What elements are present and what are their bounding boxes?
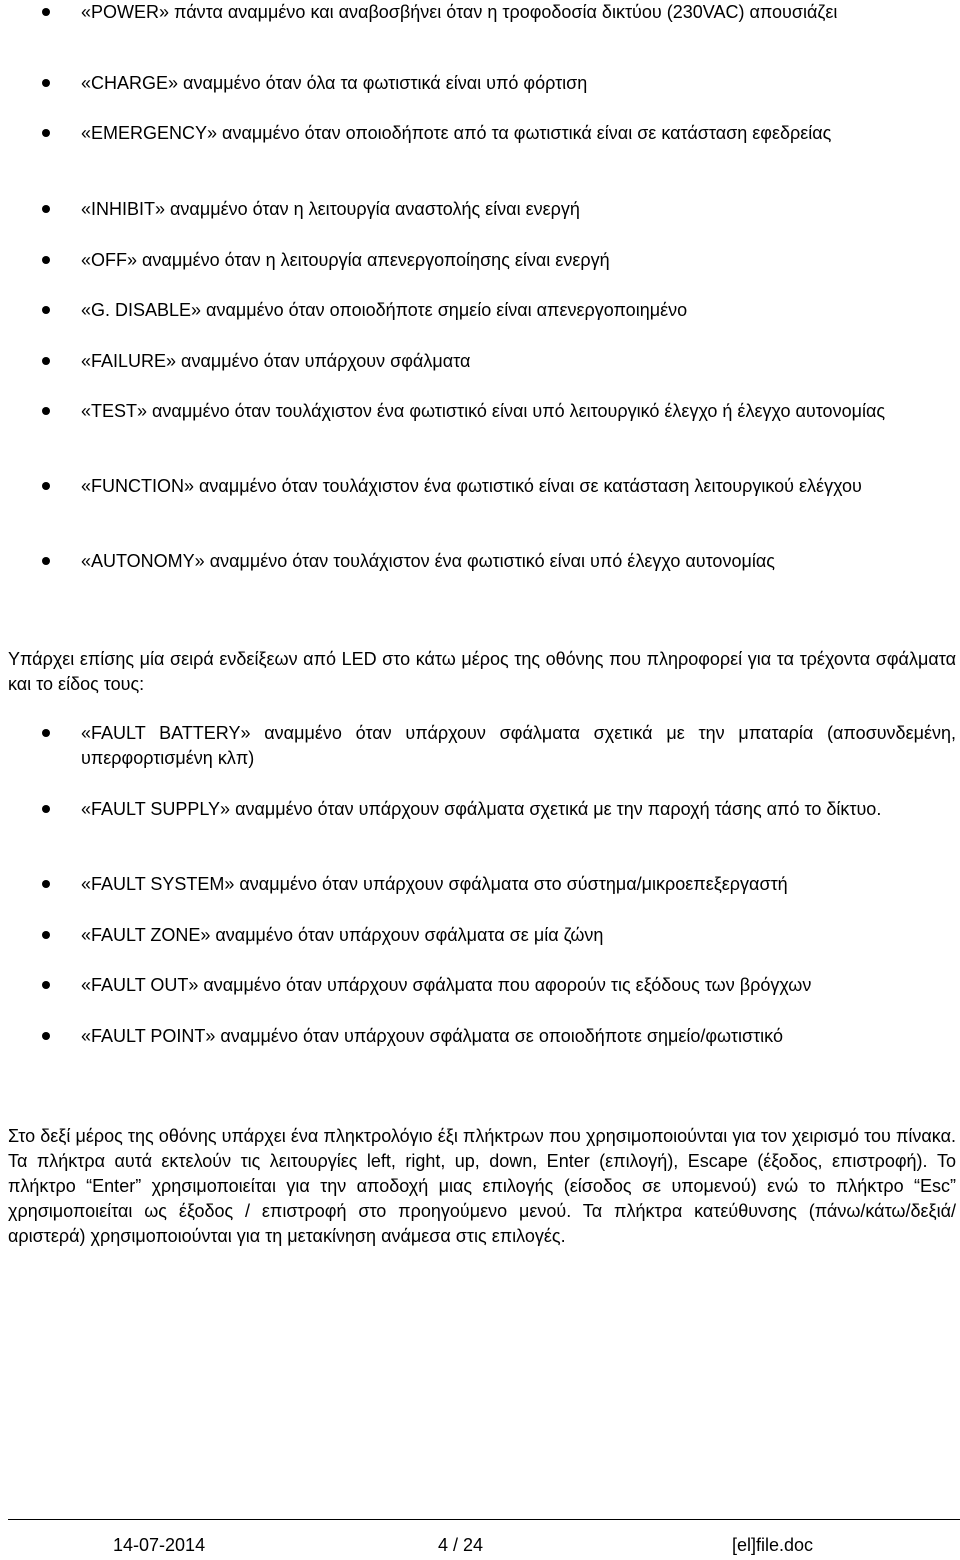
bullet-icon (42, 8, 50, 16)
list-item-text: «POWER» πάντα αναμμένο και αναβοσβήνει όταν η τροφοδοσία δικτύου (230VAC) απουσιάζει (81, 2, 838, 22)
list-item-text: «FAULT POINT» αναμμένο όταν υπάρχουν σφάλματα σε οποιοδήποτε σημείο/φωτιστικό (81, 1026, 783, 1046)
footer-date: 14-07-2014 (113, 1535, 206, 1555)
list-item-text: «INHIBIT» αναμμένο όταν η λειτουργία αναστολής είναι ενεργή (81, 199, 580, 219)
bullet-icon (42, 880, 50, 888)
list-item-text: «FAILURE» αναμμένο όταν υπάρχουν σφάλματα (81, 351, 471, 371)
footer-filename: [el]file.doc (732, 1535, 814, 1555)
list-item-text: «FAULT ZONE» αναμμένο όταν υπάρχουν σφάλματα σε μία ζώνη (81, 925, 604, 945)
bullet-icon (42, 805, 50, 813)
list-item-text: «OFF» αναμμένο όταν η λειτουργία απενεργοποίησης είναι ενεργή (81, 250, 610, 270)
bullet-icon (42, 931, 50, 939)
list-item-text: «FAULT OUT» αναμμένο όταν υπάρχουν σφάλματα που αφορούν τις εξόδους των βρόγχων (81, 975, 812, 995)
list-item-text: «FAULT BATTERY» αναμμένο όταν υπάρχουν σφάλματα σχετικά με την μπαταρία (αποσυνδεμένη, υπερφορτισμένη κλπ) (81, 723, 956, 768)
bullet-icon (42, 306, 50, 314)
bullet-icon (42, 557, 50, 565)
keypad-paragraph: Στο δεξί μέρος της οθόνης υπάρχει ένα πληκτρολόγιο έξι πλήκτρων που χρησιμοποιούνται για τον χειρισμό του πίνακα. Τα πλήκτρα αυτά εκτελούν τις λειτουργίες left, right, up, down, Enter (επιλογή), Escape (έξοδος, επιστροφή). Το πλήκτρο “Enter” χρησιμοποιείται για την αποδοχή μιας επιλογής (είσοδος σε υπομενού) ενώ το πλήκτρο “Esc” χρησιμοποιείται ως έξοδος / επιστροφή στο προηγούμενο μενού. Τα πλήκτρα κατεύθυνσης (πάνω/κάτω/δεξιά/αριστερά) χρησιμοποιούνται για τη μετακίνηση ανάμεσα στις επιλογές. (8, 1126, 956, 1246)
bullet-icon (42, 79, 50, 87)
bullet-icon (42, 1032, 50, 1040)
list-item-text: «FAULT SYSTEM» αναμμένο όταν υπάρχουν σφάλματα στο σύστημα/μικροεπεξεργαστή (81, 874, 788, 894)
list-item-text: «FUNCTION» αναμμένο όταν τουλάχιστον ένα φωτιστικό είναι σε κατάσταση λειτουργικού ελέγχου (81, 476, 862, 496)
bullet-icon (42, 482, 50, 490)
list-item-text: «G. DISABLE» αναμμένο όταν οποιοδήποτε σημείο είναι απενεργοποιημένο (81, 300, 688, 320)
footer-page-number: 4 / 24 (438, 1535, 484, 1555)
list-item-text: «EMERGENCY» αναμμένο όταν οποιοδήποτε από τα φωτιστικά είναι σε κατάσταση εφεδρείας (81, 123, 832, 143)
intro-paragraph: Υπάρχει επίσης μία σειρά ενδείξεων από LED στο κάτω μέρος της οθόνης που πληροφορεί για τα τρέχοντα σφάλματα και το είδος τους: (8, 649, 956, 694)
bullet-icon (42, 407, 50, 415)
footer-divider (8, 1519, 960, 1520)
bullet-icon (42, 981, 50, 989)
bullet-icon (42, 129, 50, 137)
list-item-text: «FAULT SUPPLY» αναμμένο όταν υπάρχουν σφάλματα σχετικά με την παροχή τάσης από το δίκτυο. (81, 799, 882, 819)
list-item-text: «AUTONOMY» αναμμένο όταν τουλάχιστον ένα φωτιστικό είναι υπό έλεγχο αυτονομίας (81, 551, 775, 571)
bullet-icon (42, 729, 50, 737)
bullet-icon (42, 256, 50, 264)
list-item-text: «CHARGE» αναμμένο όταν όλα τα φωτιστικά είναι υπό φόρτιση (81, 73, 588, 93)
bullet-icon (42, 357, 50, 365)
bullet-icon (42, 205, 50, 213)
list-item-text: «TEST» αναμμένο όταν τουλάχιστον ένα φωτιστικό είναι υπό λειτουργικό έλεγχο ή έλεγχο αυτονομίας (81, 401, 886, 421)
